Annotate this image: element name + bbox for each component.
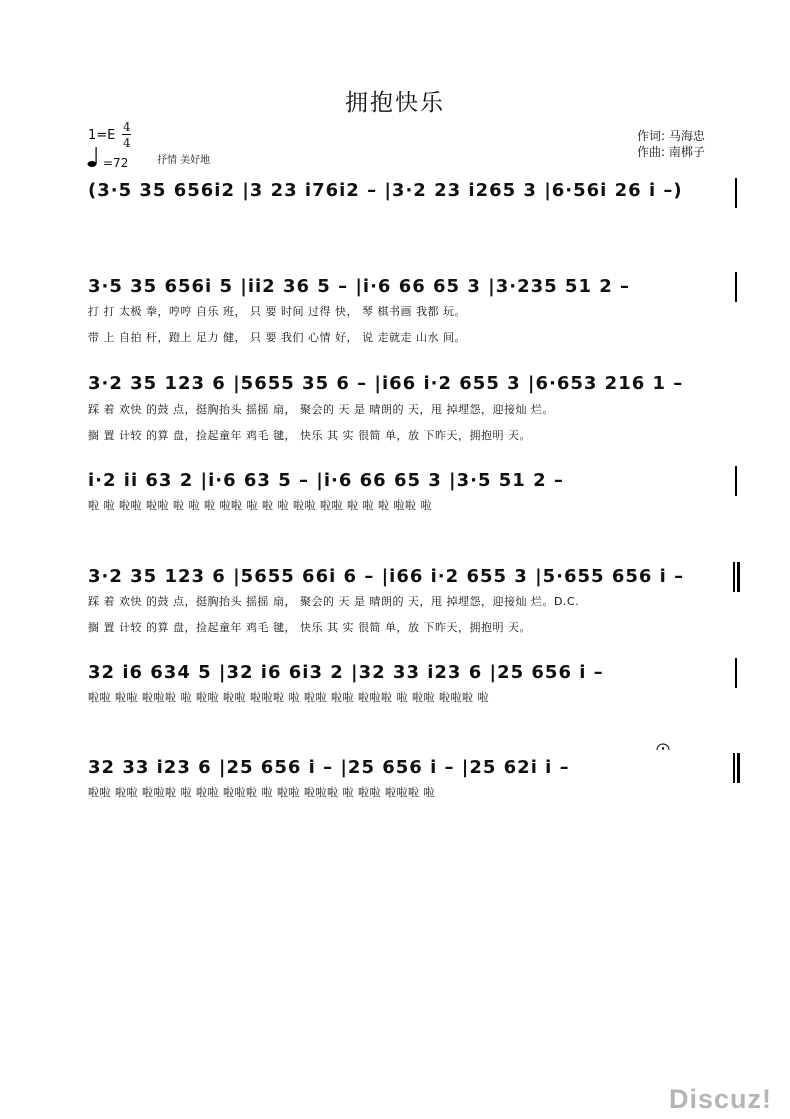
- expression-marking: 抒情 美好地: [157, 155, 211, 166]
- lyric-line-la: 啦啦 啦啦 啦啦啦 啦 啦啦 啦啦啦 啦 啦啦 啦啦啦 啦 啦啦 啦啦啦 啦: [88, 786, 435, 799]
- lyric-line-la: 啦 啦 啦啦 啦啦 啦 啦 啦 啦啦 啦 啦 啦 啦啦 啦啦 啦 啦 啦 啦啦 啦: [88, 499, 432, 512]
- notation-line: 32 i6 634 5 |32 i6 6i3 2 |32 33 i23 6 |25 656 i –: [88, 662, 604, 683]
- lyric-line-la: 啦啦 啦啦 啦啦啦 啦 啦啦 啦啦 啦啦啦 啦 啦啦 啦啦 啦啦啦 啦 啦啦 啦啦啦 啦: [88, 691, 489, 704]
- final-bar-line-thick: [737, 753, 740, 783]
- final-bar-line-thick: [737, 562, 740, 592]
- tempo-marking: =72: [103, 156, 129, 170]
- bar-line: [735, 466, 737, 496]
- time-signature-top: 4: [123, 120, 131, 134]
- lyric-line-verse-1: 打 打 太极 拳，哼哼 自乐 班， 只 要 时间 过得 快， 琴 棋书画 我都 玩。: [88, 305, 466, 318]
- fermata-icon: [656, 740, 670, 752]
- quarter-note-icon: [87, 146, 101, 168]
- notation-line: (3·5 35 656i2 |3 23 i76i2 – |3·2 23 i265 3 |6·56i 26 i –): [88, 180, 683, 201]
- final-bar-line: [733, 562, 735, 592]
- time-signature-divider: [122, 134, 131, 135]
- composer-credit: 作曲: 南梆子: [637, 145, 705, 159]
- bar-line: [735, 658, 737, 688]
- time-signature-bottom: 4: [123, 136, 131, 150]
- forum-watermark: Discuz!: [668, 1084, 772, 1114]
- final-bar-line: [733, 753, 735, 783]
- lyric-line-verse-1: 踩 着 欢快 的鼓 点，挺胸抬头 摇摇 扇， 聚会的 天 是 晴朗的 天，甩 掉埋怨，迎接灿 烂。D.C.: [88, 595, 580, 608]
- bar-line: [735, 178, 737, 208]
- notation-line: 3·5 35 656i 5 |ii2 36 5 – |i·6 66 65 3 |3·235 51 2 –: [88, 276, 631, 297]
- notation-line: 32 33 i23 6 |25 656 i – |25 656 i – |25 62i i –: [88, 757, 570, 778]
- lyric-line-verse-2: 搁 置 计较 的算 盘，捡起童年 鸡毛 毽， 快乐 其 实 很简 单，放 下昨天，拥抱明 天。: [88, 429, 531, 442]
- notation-line: 3·2 35 123 6 |5655 35 6 – |i66 i·2 655 3 |6·653 216 1 –: [88, 373, 684, 394]
- lyric-line-verse-2: 带 上 自拍 杆，蹬上 足力 健， 只 要 我们 心情 好， 说 走就走 山水 间。: [88, 331, 466, 344]
- lyric-line-verse-1: 踩 着 欢快 的鼓 点，挺胸抬头 摇摇 扇， 聚会的 天 是 晴朗的 天，甩 掉埋怨，迎接灿 烂。: [88, 403, 554, 416]
- lyric-line-verse-2: 搁 置 计较 的算 盘，捡起童年 鸡毛 毽， 快乐 其 实 很简 单，放 下昨天，拥抱明 天。: [88, 621, 531, 634]
- bar-line: [735, 272, 737, 302]
- song-title: 拥抱快乐: [345, 90, 445, 116]
- notation-line: i·2 ii 63 2 |i·6 63 5 – |i·6 66 65 3 |3·5 51 2 –: [88, 470, 564, 491]
- key-signature: 1=E: [88, 128, 116, 143]
- lyricist-credit: 作词: 马海忠: [637, 129, 705, 143]
- notation-line: 3·2 35 123 6 |5655 66i 6 – |i66 i·2 655 3 |5·655 656 i –: [88, 566, 685, 587]
